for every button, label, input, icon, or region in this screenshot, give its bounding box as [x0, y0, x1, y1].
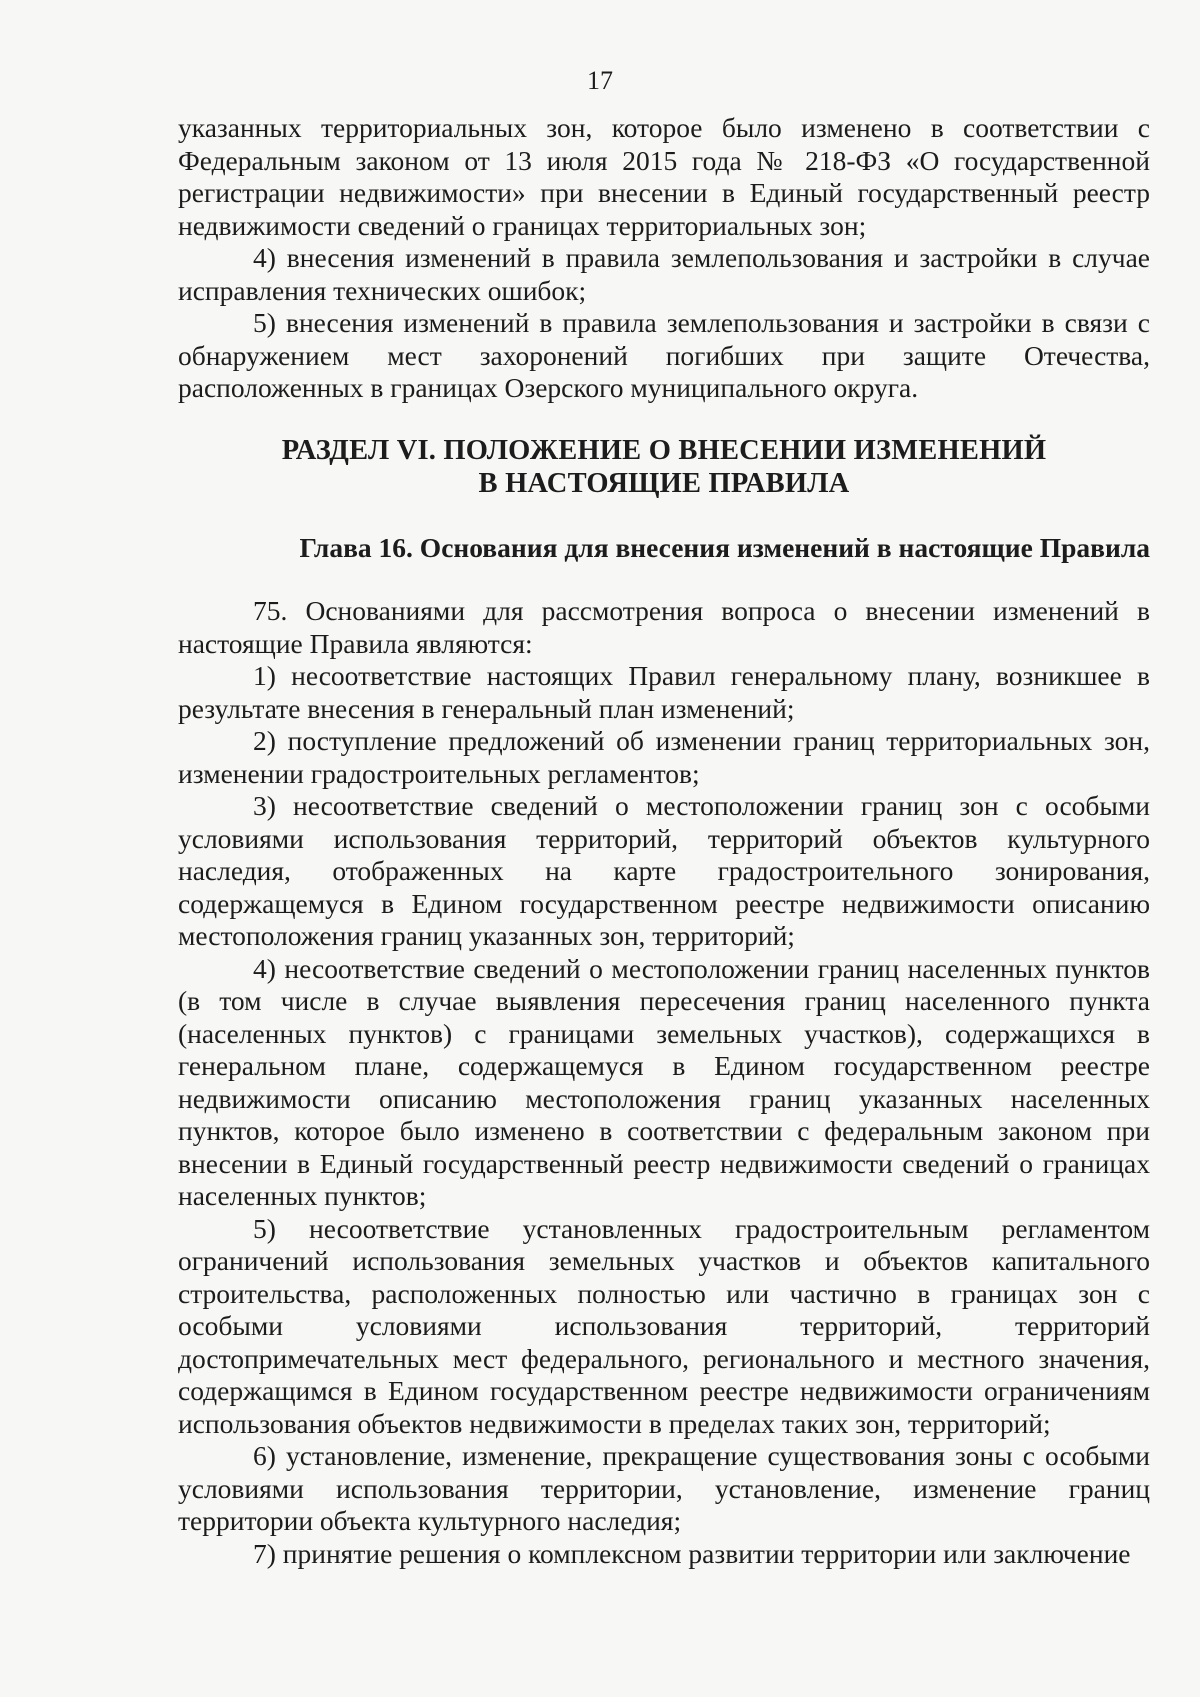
list-item-5: 5) несоответствие установленных градостроительным регламентом ограничений использования земельных участков и объектов капитального строительства, расположенных полностью или частично в границах зон с особыми условиями использования территорий, территорий достопримечательных мест федерального, регионального и местного значения, содержащимся в Едином государственном реестре недвижимости ограничениям использования объектов недвижимости в пределах таких зон, территорий;: [178, 1212, 1150, 1439]
list-item-5: 5) внесения изменений в правила землепользования и застройки в связи с обнаружением мест захоронений погибших при защите Отечества, расположенных в границах Озерского муниципального округа.: [178, 307, 1150, 403]
section-heading-line-2: В НАСТОЯЩИЕ ПРАВИЛА: [478, 468, 850, 499]
section-heading-line-1: РАЗДЕЛ VI. ПОЛОЖЕНИЕ О ВНЕСЕНИИ ИЗМЕНЕНИЙ: [281, 435, 1047, 466]
chapter-heading: Глава 16. Основания для внесения изменений в настоящие Правила: [299, 532, 1150, 563]
list-item-2: 2) поступление предложений об изменении границ территориальных зон, изменении градостроительных регламентов;: [178, 725, 1150, 789]
section-heading: [178, 434, 1150, 500]
list-item-1: 1) несоответствие настоящих Правил генеральному плану, возникшее в результате внесения в генеральный план изменений;: [178, 660, 1150, 724]
page-number: 17: [587, 66, 613, 95]
article-75-intro: 75. Основаниями для рассмотрения вопроса о внесении изменений в настоящие Правила являются:: [178, 595, 1150, 659]
list-item-7: 7) принятие решения о комплексном развитии территории или заключение: [253, 1537, 1131, 1569]
continued-text-block: [178, 112, 1150, 405]
list-item-4: 4) внесения изменений в правила землепользования и застройки в случае исправления технических ошибок;: [178, 242, 1150, 306]
list-item-4: 4) несоответствие сведений о местоположении границ населенных пунктов (в том числе в случае выявления пересечения границ населенного пункта (населенных пунктов) с границами земельных участков), содержащихся в генеральном плане, содержащемуся в Едином государственном реестре недвижимости описанию местоположения границ указанных населенных пунктов, которое было изменено в соответствии с федеральным законом при внесении в Единый государственный реестр недвижимости сведений о границах населенных пунктов;: [178, 952, 1150, 1211]
list-item-6: 6) установление, изменение, прекращение существования зоны с особыми условиями использования территории, установление, изменение границ территории объекта культурного наследия;: [178, 1440, 1150, 1536]
paragraph-continuation: указанных территориальных зон, которое было изменено в соответствии с Федеральным законом от 13 июля 2015 года № 218-ФЗ «О государственной регистрации недвижимости» при внесении в Единый государственный реестр недвижимости сведений о границах территориальных зон;: [178, 112, 1150, 241]
main-text-block: [178, 595, 1150, 1570]
list-item-3: 3) несоответствие сведений о местоположении границ зон с особыми условиями использования территорий, территорий объектов культурного наследия, отображенных на карте градостроительного зонирования, содержащемуся в Едином государственном реестре недвижимости описанию местоположения границ указанных зон, территорий;: [178, 790, 1150, 951]
